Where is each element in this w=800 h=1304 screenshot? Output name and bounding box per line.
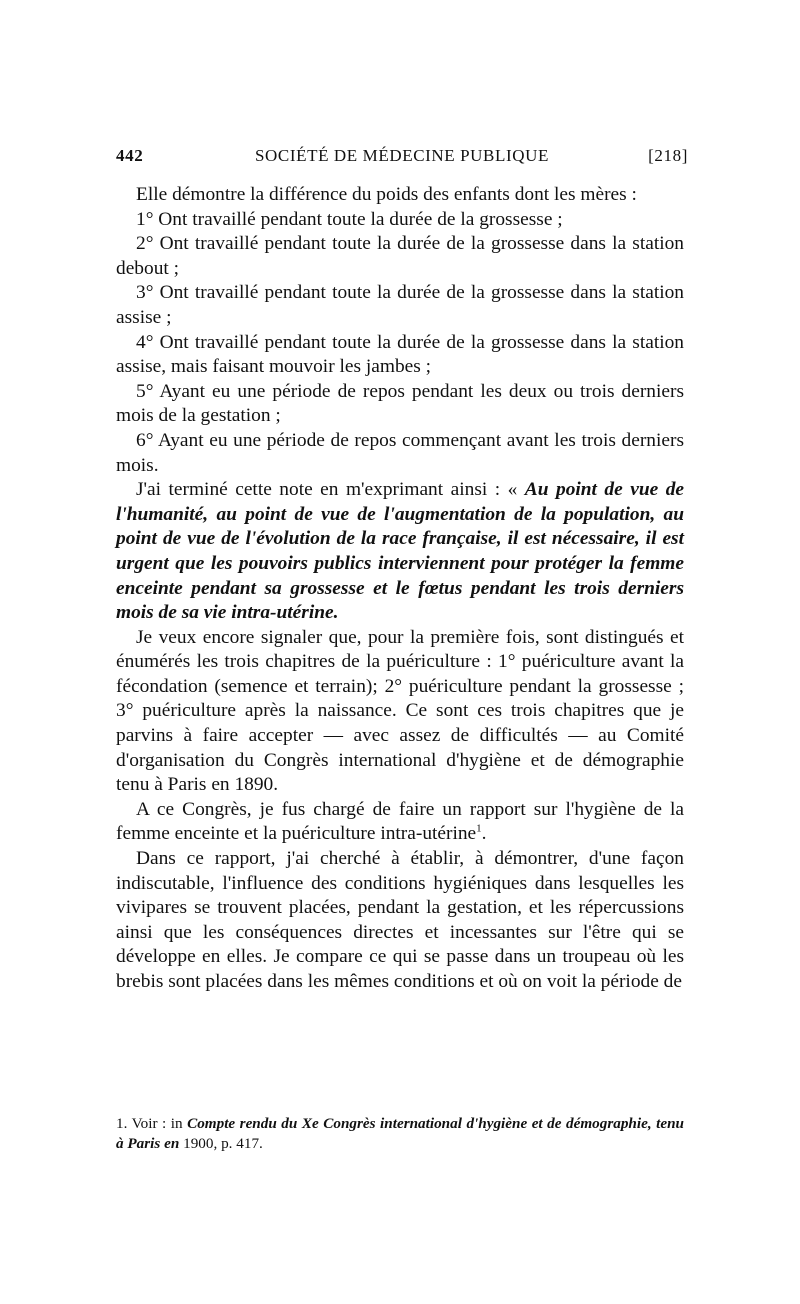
- footnote-ref: 1: [476, 822, 482, 835]
- paragraph: Dans ce rapport, j'ai cherché à établir, à démontrer, d'une façon indiscutable, l'influence des conditions hygiéniques dans lesquelles les vivipares se trouvent placées, pendant la gestation, et les répercussions ainsi que les conséquences directes et incessantes sur l'être qui se développe en elles. Je compare ce qui se passe dans un troupeau où les brebis sont placées dans les mêmes conditions et où on voit la période de: [116, 848, 684, 992]
- folio-number: [218]: [648, 146, 688, 165]
- list-item: 4° Ont travaillé pendant toute la durée de la grossesse dans la station assise, mais faisant mouvoir les jambes ;: [116, 331, 684, 378]
- list-item: 3° Ont travaillé pendant toute la durée de la grossesse dans la station assise ;: [116, 282, 684, 328]
- footnote-title: Compte rendu du Xe Congrès international d'hygiène et de démographie, tenu à Paris en: [116, 1115, 684, 1152]
- paragraph-text: A ce Congrès, je fus chargé de faire un rapport sur l'hygiène de la femme enceinte et la puériculture intra-utérine: [116, 798, 684, 845]
- list-item: 1° Ont travaillé pendant toute la durée de la grossesse ;: [136, 208, 563, 230]
- main-text: [116, 183, 684, 995]
- quotation: Au point de vue de l'humanité, au point de vue de l'augmentation de la population, au point de vue de l'évolution de la race française, il est nécessaire, il est urgent que les pouvoirs publics interviennent pour protéger la femme enceinte pendant sa grossesse et le fœtus pendant les trois derniers mois de sa vie intra-utérine.: [116, 479, 684, 624]
- list-item: 6° Ayant eu une période de repos commençant avant les trois derniers mois.: [116, 429, 684, 476]
- footnote-tail: 1900, p. 417.: [179, 1135, 263, 1152]
- paragraph: [116, 478, 684, 626]
- paragraph: Je veux encore signaler que, pour la première fois, sont distingués et énumérés les trois chapitres de la puériculture : 1° puériculture avant la fécondation (semence et terrain); 2° puériculture pendant la grossesse ; 3° puériculture après la naissance. Ce sont ces trois chapitres que je parvins à faire accepter — avec assez de difficultés — au Comité d'organisation du Congrès international d'hygiène et de démographie tenu à Paris en 1890.: [116, 626, 684, 796]
- page-number: 442: [116, 146, 144, 165]
- list-item: 2° Ont travaillé pendant toute la durée de la grossesse dans la station debout ;: [116, 233, 684, 279]
- paragraph-end: .: [481, 823, 487, 845]
- running-title: SOCIÉTÉ DE MÉDECINE PUBLIQUE: [255, 146, 549, 165]
- footnote: [116, 1114, 684, 1154]
- paragraph: [116, 798, 684, 847]
- quote-intro: J'ai terminé cette note en m'exprimant ainsi : «: [136, 479, 525, 501]
- footnote-lead: 1. Voir : in: [116, 1115, 188, 1132]
- list-item: 5° Ayant eu une période de repos pendant les deux ou trois derniers mois de la gestation ;: [116, 380, 684, 427]
- paragraph: Elle démontre la différence du poids des enfants dont les mères :: [136, 184, 637, 205]
